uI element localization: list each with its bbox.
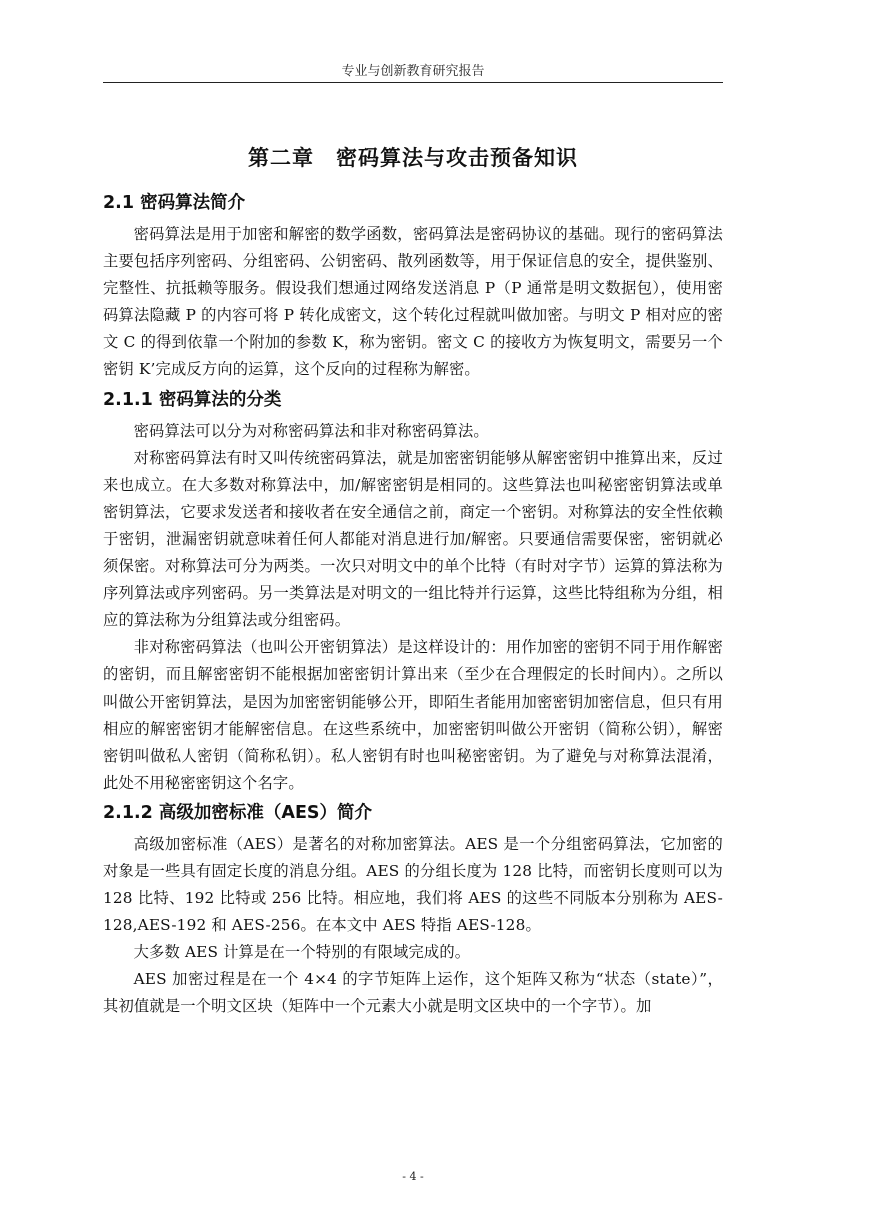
section-heading-2-1: 2.1 密码算法简介: [103, 193, 246, 213]
page-body: [103, 189, 723, 1021]
paragraph: 非对称密码算法（也叫公开密钥算法）是这样设计的：用作加密的密钥不同于用作解密的密钥，而且解密密钥不能根据加密密钥计算出来（至少在合理假定的长时间内）。之所以叫做公开密钥算法，是因为加密密钥能够公开，即陌生者能用加密密钥加密信息，但只有用相应的解密密钥才能解密信息。在这些系统中，加密密钥叫做公开密钥（简称公钥），解密密钥叫做私人密钥（简称私钥）。私人密钥有时也叫秘密密钥。为了避免与对称算法混淆，此处不用秘密密钥这个名字。: [103, 638, 723, 792]
section-heading-2-1-1: 2.1.1 密码算法的分类: [103, 389, 282, 410]
paragraph: 高级加密标准（AES）是著名的对称加密算法。AES 是一个分组密码算法，它加密的对象是一些具有固定长度的消息分组。AES 的分组长度为 128 比特，而密钥长度则可以为 128 比特、192 比特或 256 比特。相应地，我们将 AES 的这些不同版本分别称为 AES-128,AES-192 和 AES-256。在本文中 AES 特指 AES-128。: [103, 834, 723, 935]
paragraph: 对称密码算法有时又叫传统密码算法，就是加密密钥能够从解密密钥中推算出来，反过来也成立。在大多数对称算法中，加/解密密钥是相同的。这些算法也叫秘密密钥算法或单密钥算法，它要求发送者和接收者在安全通信之前，商定一个密钥。对称算法的安全性依赖于密钥，泄漏密钥就意味着任何人都能对消息进行加/解密。只要通信需要保密，密钥就必须保密。对称算法可分为两类。一次只对明文中的单个比特（有时对字节）运算的算法称为序列算法或序列密码。另一类算法是对明文的一组比特并行运算，这些比特组称为分组，相应的算法称为分组算法或分组密码。: [103, 448, 723, 630]
chapter-title: 第二章 密码算法与攻击预备知识: [248, 145, 578, 170]
section-heading-2-1-2: 2.1.2 高级加密标准（AES）简介: [103, 802, 373, 823]
header-divider: [103, 82, 723, 83]
paragraph: 密码算法是用于加密和解密的数学函数，密码算法是密码协议的基础。现行的密码算法主要包括序列密码、分组密码、公钥密码、散列函数等，用于保证信息的安全，提供鉴别、完整性、抗抵赖等服务。假设我们想通过网络发送消息 P（P 通常是明文数据包），使用密码算法隐藏 P 的内容可将 P 转化成密文，这个转化过程就叫做加密。与明文 P 相对应的密文 C 的得到依靠一个附加的参数 K，称为密钥。密文 C 的接收方为恢复明文，需要另一个密钥 K’完成反方向的运算，这个反向的过程称为解密。: [103, 225, 723, 379]
paragraph: 密码算法可以分为对称密码算法和非对称密码算法。: [133, 421, 489, 440]
paragraph: AES 加密过程是在一个 4×4 的字节矩阵上运作，这个矩阵又称为“状态（state）”，其初值就是一个明文区块（矩阵中一个元素大小就是明文区块中的一个字节）。加: [103, 970, 723, 1016]
running-header: 专业与创新教育研究报告: [341, 64, 485, 79]
paragraph: 大多数 AES 计算是在一个特别的有限域完成的。: [133, 943, 471, 962]
page-number: - 4 -: [402, 1170, 424, 1183]
